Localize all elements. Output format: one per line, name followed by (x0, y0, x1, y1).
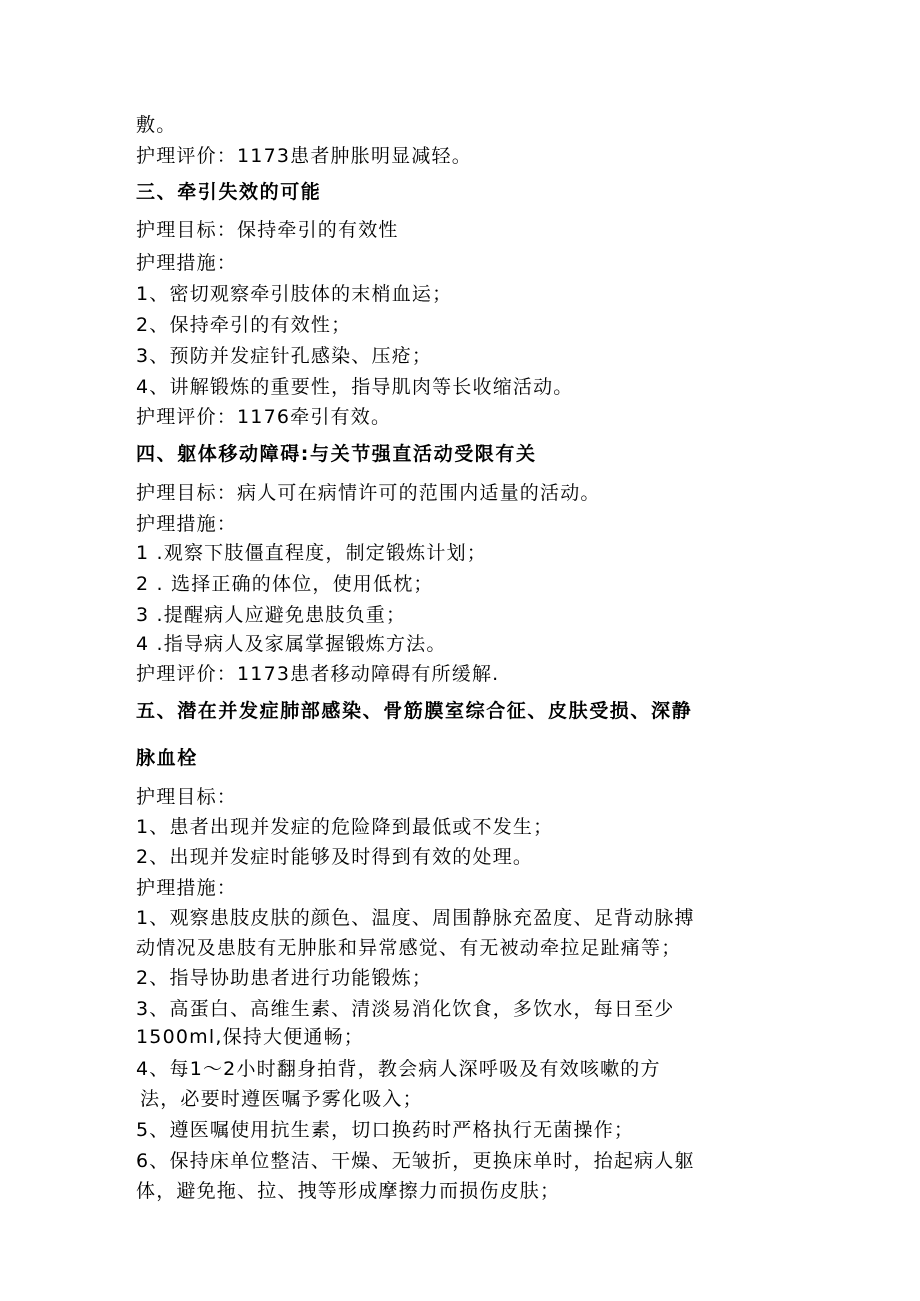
list-item-4-4: 4 .指导病人及家属掌握锻炼方法。 (136, 633, 447, 655)
section-heading-4: 四、躯体移动障碍:与关节强直活动受限有关 (136, 443, 537, 465)
text-line-measures-label-3: 护理措施： (136, 252, 238, 274)
list-item-5-4: 4、每1～2小时翻身拍背，教会病人深呼吸及有效咳嗽的方 (136, 1058, 661, 1080)
text-line-goal-label-5: 护理目标： (136, 786, 238, 808)
list-item-5-1: 1、观察患肢皮肤的颜色、温度、周围静脉充盈度、足背动脉搏 (136, 907, 695, 929)
list-item-5-3: 3、高蛋白、高维生素、清淡易消化饮食，多饮水，每日至少 (136, 998, 675, 1020)
text-line-measures-label-4: 护理措施： (136, 513, 238, 535)
list-item-3-2: 2、保持牵引的有效性； (136, 314, 352, 336)
list-item-5-6-cont: 体，避免拖、拉、拽等形成摩擦力而损伤皮肤； (136, 1180, 561, 1202)
text-line-cont-dressing: 敷。 (136, 114, 177, 136)
list-item-5-goal-2: 2、出现并发症时能够及时得到有效的处理。 (136, 846, 534, 868)
list-item-4-1: 1 .观察下肢僵直程度，制定锻炼计划； (136, 542, 487, 564)
list-item-5-goal-1: 1、患者出现并发症的危险降到最低或不发生； (136, 816, 554, 838)
list-item-5-6: 6、保持床单位整洁、干燥、无皱折，更换床单时，抬起病人躯 (136, 1150, 695, 1172)
text-line-measures-label-5: 护理措施： (136, 877, 238, 899)
list-item-5-1-cont: 动情况及患肢有无肿胀和异常感觉、有无被动牵拉足趾痛等； (136, 937, 682, 959)
list-item-4-3: 3 .提醒病人应避免患肢负重； (136, 604, 407, 626)
list-item-3-1: 1、密切观察牵引肢体的末梢血运； (136, 283, 453, 305)
list-item-4-2: 2 . 选择正确的体位，使用低枕； (136, 573, 434, 595)
text-line-evaluation-swelling: 护理评价：1173患者肿胀明显减轻。 (136, 145, 472, 167)
list-item-5-4-cont: 法，必要时遵医嘱予雾化吸入； (140, 1088, 423, 1110)
text-line-evaluation-3: 护理评价：1176牵引有效。 (136, 406, 392, 428)
list-item-5-5: 5、遵医嘱使用抗生素，切口换药时严格执行无菌操作； (136, 1119, 635, 1141)
list-item-5-3-cont: 1500ml,保持大便通畅； (136, 1026, 364, 1048)
list-item-3-3: 3、预防并发症针孔感染、压疮； (136, 345, 433, 367)
list-item-3-4: 4、讲解锻炼的重要性，指导肌肉等长收缩活动。 (136, 376, 574, 398)
section-heading-5: 五、潜在并发症肺部感染、骨筋膜室综合征、皮肤受损、深静 (136, 700, 693, 722)
text-line-evaluation-4: 护理评价：1173患者移动障碍有所缓解. (136, 663, 500, 685)
list-item-5-2: 2、指导协助患者进行功能锻炼； (136, 967, 433, 989)
section-heading-5-cont: 脉血栓 (136, 747, 198, 769)
text-line-goal-3: 护理目标：保持牵引的有效性 (136, 219, 399, 241)
text-line-goal-4: 护理目标：病人可在病情许可的范围内适量的活动。 (136, 482, 601, 504)
section-heading-3: 三、牵引失效的可能 (136, 181, 322, 203)
